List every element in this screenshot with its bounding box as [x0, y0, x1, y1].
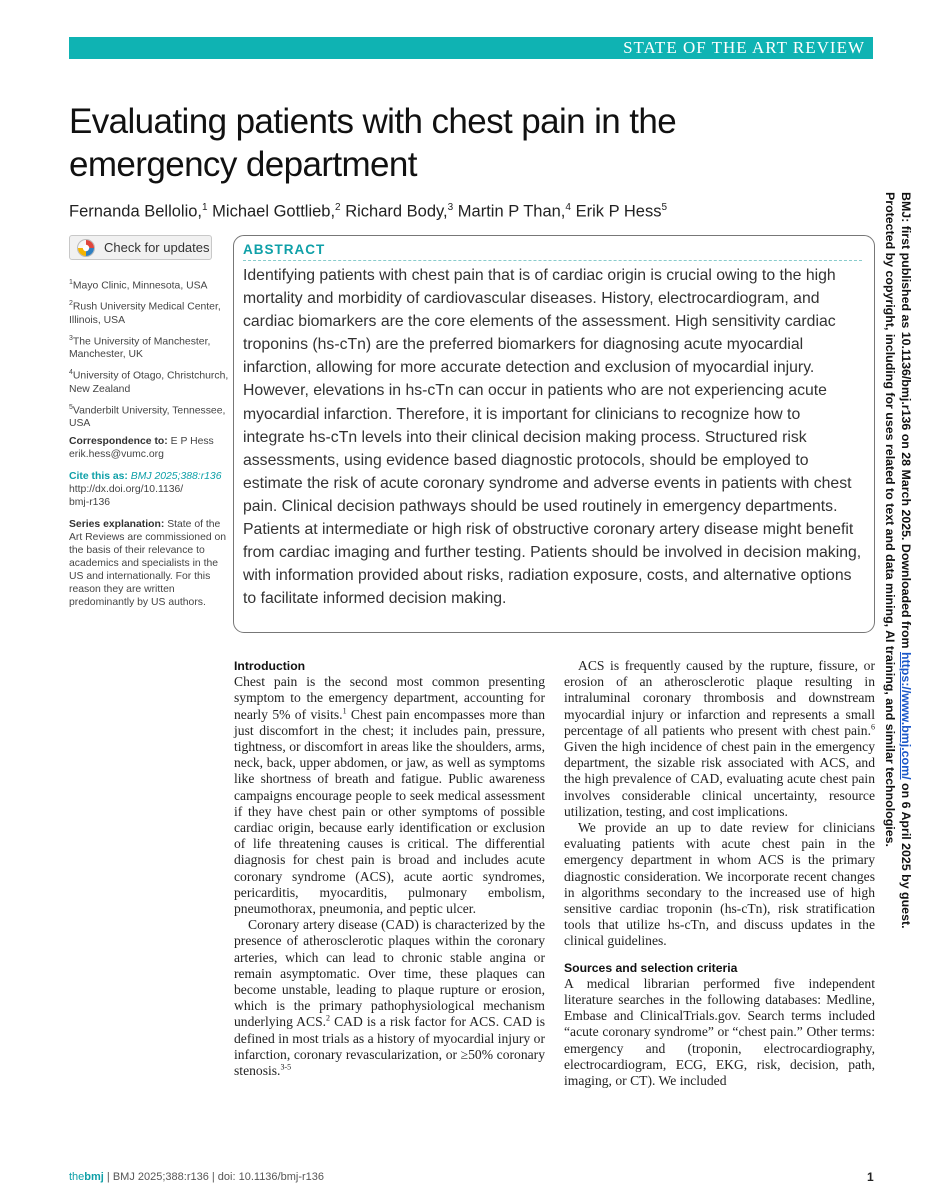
- correspondence-email[interactable]: erik.hess@vumc.org: [69, 449, 164, 461]
- series-text: State of the Art Reviews are commissioned on the basis of their relevance to academics and specialists in the US and internationally. For this reason they are written predominantly by US authors.: [69, 519, 227, 609]
- section-heading-sources: Sources and selection criteria: [564, 960, 738, 975]
- author-affiliation-ref: 2: [335, 202, 341, 213]
- body-paragraph: ACS is frequently caused by the rupture, fissure, or erosion of an atherosclerotic plaque resulting in intraluminal coronary thrombosis and downstream myocardial injury or infarction and represents a small percentage of all patients who present with chest pain.$^6$ Given the high incidence of chest pain in the emergency department, the sizable risk associated with ACS, and the high prevalence of CAD, evaluating acute chest pain involves considerable clinical uncertainty, resource utilization, testing, and cost implications.: [564, 658, 875, 819]
- author-list: [69, 202, 849, 222]
- correspondence-label: Correspondence to:: [69, 436, 168, 448]
- affiliation: $^4$University of Otago, Christchurch, New Zealand: [69, 369, 229, 395]
- author-affiliation-ref: 4: [565, 202, 571, 213]
- cite-label: Cite this as:: [69, 471, 128, 483]
- bmj-website-link[interactable]: https://www.bmj.com/: [899, 651, 913, 780]
- body-column-left: [234, 658, 545, 1079]
- author-affiliation-ref: 1: [202, 202, 208, 213]
- doi-link[interactable]: http://dx.doi.org/10.1136/: [69, 484, 184, 496]
- check-for-updates-button[interactable]: [69, 235, 212, 260]
- series-explanation: [69, 518, 229, 609]
- section-banner: STATE OF THE ART REVIEW: [69, 37, 873, 59]
- abstract-box: [233, 235, 875, 633]
- sidebar-affiliations: [69, 276, 229, 618]
- section-heading-introduction: Introduction: [234, 659, 306, 673]
- bmj-logo: bmj: [84, 1171, 104, 1183]
- check-for-updates-label: Check for updates: [104, 240, 210, 255]
- bmj-logo-the: the: [69, 1171, 85, 1183]
- crossmark-icon: [76, 238, 96, 258]
- cite-journal: BMJ: [130, 471, 152, 483]
- body-paragraph: Coronary artery disease (CAD) is characterized by the presence of atherosclerotic plaques within the coronary arteries, which can lead to chronic stable angina or remain asymptomatic. Over time, these plaques can become unstable, leading to plaque rupture or erosion, which is the primary pathophysiological mechanism underlying ACS.$^2$ CAD is a risk factor for ACS. CAD is defined in most trials as a history of myocardial injury or infarction, coronary revascularization, or ≥50% coronary stenosis.$^{3-5}$: [234, 917, 545, 1079]
- body-paragraph: A medical librarian performed five independent literature searches in the following databases: Medline, Embase and ClinicalTrials.gov. Search terms included “acute coronary syndrome” or “chest pain.” Other terms: emergency and (troponin, electrocardiography, electrocardiogram, ECG, EKG, risk, decision, path, imaging, or CT). We included: [564, 975, 875, 1089]
- body-paragraph: We provide an up to date review for clinicians evaluating patients with acute chest pain in the emergency department in whom ACS is the primary diagnostic consideration. We incorporate recent changes in algorithms secondary to the increased use of high sensitive cardiac troponin (hs-cTn), risk stratification tools that utilize hs-cTn, and discuss updates in the clinical guidelines.: [564, 820, 875, 949]
- correspondence: [69, 435, 229, 461]
- body-paragraph: Chest pain is the second most common presenting symptom to the emergency department, accounting for nearly 5% of visits.$^1$ Chest pain encompasses more than just discomfort in the chest; it includes pain, pressure, tightness, or discomfort in areas like the shoulders, arms, neck, back, upper abdomen, or jaw, as well as symptoms like shortness of breath and fatigue. Public awareness campaigns encourage people to seek medical assessment if they have chest pain or other symptoms of possible cardiac origin, because early identification or exclusion of life threatening causes is critical. The differential diagnosis for chest pain is broad and includes acute coronary syndrome (ACS), acute aortic syndromes, pericarditis, myocarditis, pulmonary embolism, pneumothorax, pneumonia, and peptic ulcer.: [234, 674, 545, 917]
- author-affiliation-ref: 5: [661, 202, 668, 213]
- reference-mark[interactable]: 1: [342, 706, 347, 716]
- side-notice-line2: Protected by copyright, including for uses related to text and data mining, AI training, and similar technologies.: [883, 192, 897, 847]
- reference-mark[interactable]: 2: [326, 1013, 331, 1023]
- affiliation: $^5$Vanderbilt University, Tennessee, USA: [69, 403, 226, 430]
- footer-citation: [69, 1171, 324, 1183]
- abstract-text: Identifying patients with chest pain that is of cardiac origin is crucial owing to the high mortality and morbidity of cardiovascular diseases. History, electrocardiogram, and cardiac biomarkers are the core elements of the assessment. High sensitivity cardiac troponins (hs-cTn) are the preferred biomarkers for diagnosing acute myocardial infarction, allowing for more accurate detection and exclusion of myocardial injury. However, elevations in hs-cTn can occur in patients who are not experiencing acute myocardial infarction. Therefore, it is important for clinicians to recognize how to integrate hs-cTn levels into their clinical decision making process. Structured risk assessments, using evidence based diagnostic protocols, should be employed to estimate the risk of acute coronary syndrome and adverse events in patients with chest pain. Clinical decision pathways should be used routinely in emergency departments. Patients at intermediate or high risk of obstructive coronary artery disease might benefit from cardiac imaging and further testing. Patients should be involved in decision making, with information provided about risks, radiation exposure, costs, and alternative options to facilitate informed decision making.: [243, 267, 862, 608]
- author-name[interactable]: Martin P Than,: [457, 202, 566, 221]
- author-name[interactable]: Michael Gottlieb,: [212, 202, 336, 221]
- reference-mark[interactable]: 6: [871, 722, 875, 732]
- side-copyright-notice: [882, 192, 914, 972]
- article-title: Evaluating patients with chest pain in the emergency department: [69, 102, 677, 184]
- side-notice-line1: BMJ: first published as 10.1136/bmj.r136 on 28 March 2025. Downloaded from https://www.bmj.com/ on 6 April 2025 by guest.: [899, 192, 913, 929]
- correspondence-name: E P Hess: [170, 436, 214, 448]
- author-name[interactable]: Richard Body,: [345, 202, 448, 221]
- footer-ref: | BMJ 2025;388:r136 | doi: 10.1136/bmj-r136: [103, 1171, 325, 1183]
- author-name[interactable]: Fernanda Bellolio,: [69, 202, 202, 221]
- series-label: Series explanation:: [69, 519, 165, 531]
- cite-as: [69, 470, 229, 509]
- abstract-heading: ABSTRACT: [243, 240, 862, 261]
- author-affiliation-ref: 3: [447, 202, 454, 213]
- reference-mark[interactable]: 3-5: [280, 1062, 292, 1072]
- affiliation: $^1$Mayo Clinic, Minnesota, USA: [69, 279, 208, 292]
- author-name[interactable]: Erik P Hess: [575, 202, 662, 221]
- affiliation: $^2$Rush University Medical Center, Illinois, USA: [69, 300, 221, 326]
- affiliation: $^3$The University of Manchester, Manchester, UK: [69, 334, 211, 361]
- page-number: 1: [867, 1170, 874, 1184]
- doi-link-cont[interactable]: bmj-r136: [69, 497, 110, 509]
- cite-ref: 2025;388:r136: [154, 471, 222, 483]
- body-column-right: [564, 658, 875, 1089]
